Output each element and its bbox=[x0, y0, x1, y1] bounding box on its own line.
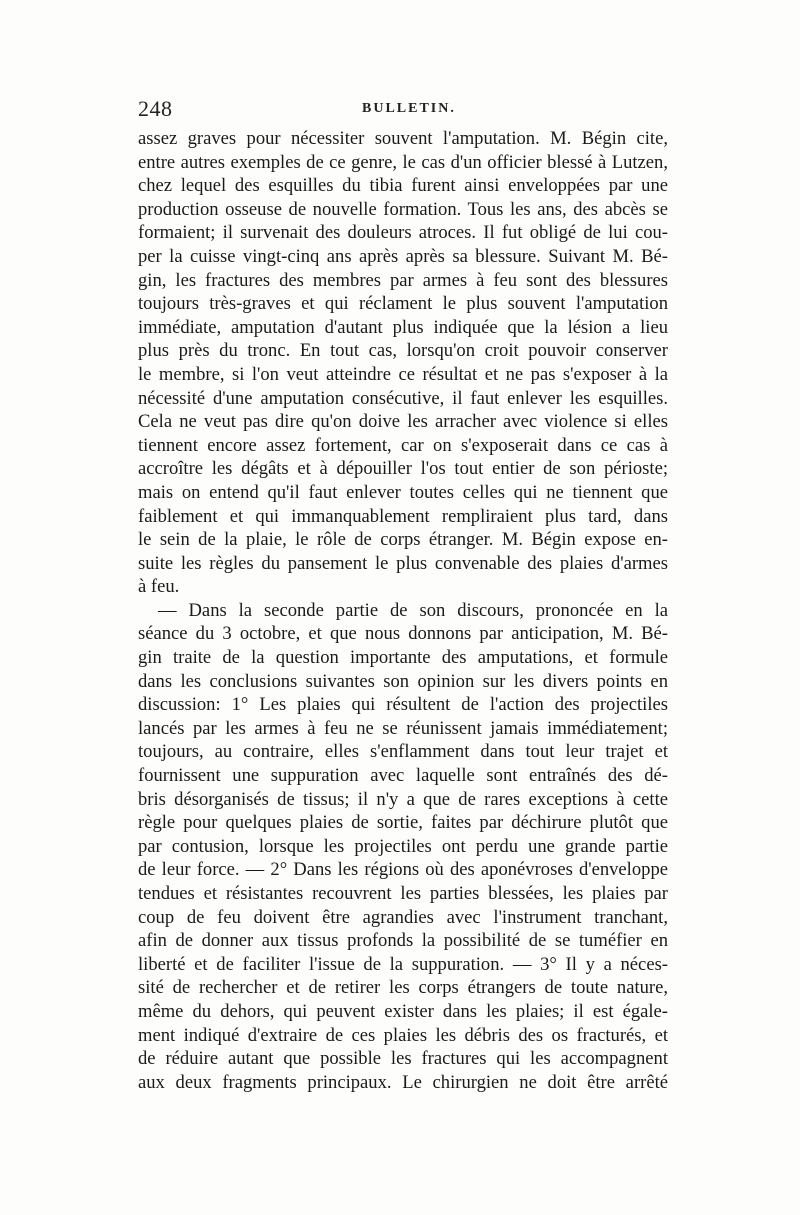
page-header bbox=[138, 96, 668, 122]
running-head: BULLETIN. bbox=[362, 101, 456, 116]
paragraph-start-line: — Dans la seconde partie de son discours, prononcée en la bbox=[158, 599, 668, 621]
text-line: fournissent une suppuration avec laquelle sont entraînés des dé- bbox=[138, 765, 668, 787]
text-line: production osseuse de nouvelle formation. Tous les ans, des abcès se bbox=[138, 198, 668, 220]
text-line: séance du 3 octobre, et que nous donnons par anticipation, M. Bé- bbox=[138, 623, 668, 645]
text-line: le sein de la plaie, le rôle de corps étranger. M. Bégin expose en- bbox=[138, 529, 668, 551]
text-line: discussion: 1° Les plaies qui résultent de l'action des projectiles bbox=[138, 694, 668, 716]
body-text bbox=[138, 127, 668, 1094]
text-line: toujours très-graves et qui réclament le plus souvent l'amputation bbox=[138, 293, 668, 315]
text-line: sité de rechercher et de retirer les corps étrangers de toute nature, bbox=[138, 977, 668, 999]
text-line: gin traite de la question importante des amputations, et formule bbox=[138, 647, 668, 669]
text-line: assez graves pour nécessiter souvent l'amputation. M. Bégin cite, bbox=[138, 128, 668, 149]
text-line: suite les règles du pansement le plus convenable des plaies d'armes bbox=[138, 552, 668, 574]
text-line: aux deux fragments principaux. Le chirurgien ne doit être arrêté bbox=[138, 1071, 668, 1093]
text-line: chez lequel des esquilles du tibia furent ainsi enveloppées par une bbox=[138, 175, 668, 197]
text-line: lancés par les armes à feu ne se réunissent jamais immédiatement; bbox=[138, 717, 668, 739]
page-number: 248 bbox=[138, 96, 173, 121]
text-line: par contusion, lorsque les projectiles ont perdu une grande partie bbox=[138, 835, 668, 857]
text-line: dans les conclusions suivantes son opinion sur les divers points en bbox=[138, 670, 668, 692]
text-line: coup de feu doivent être agrandies avec l'instrument tranchant, bbox=[138, 906, 668, 928]
text-line: liberté et de faciliter l'issue de la suppuration. — 3° Il y a néces- bbox=[138, 953, 668, 975]
text-line: même du dehors, qui peuvent exister dans les plaies; il est égale- bbox=[138, 1000, 668, 1022]
text-line: le membre, si l'on veut atteindre ce résultat et ne pas s'exposer à la bbox=[138, 363, 668, 385]
text-line: immédiate, amputation d'autant plus indiquée que la lésion a lieu bbox=[138, 316, 668, 338]
paragraph-end-line: à feu. bbox=[138, 576, 180, 598]
text-line: plus près du tronc. En tout cas, lorsqu'on croit pouvoir conserver bbox=[138, 340, 668, 362]
text-line: nécessité d'une amputation consécutive, il faut enlever les esquilles. bbox=[138, 387, 668, 409]
text-line: tiennent encore assez fortement, car on s'exposerait dans ce cas à bbox=[138, 434, 668, 456]
text-line: ment indiqué d'extraire de ces plaies les débris des os fracturés, et bbox=[138, 1024, 668, 1046]
text-line: Cela ne veut pas dire qu'on doive les arracher avec violence si elles bbox=[138, 411, 668, 433]
text-line: de leur force. — 2° Dans les régions où des aponévroses d'enveloppe bbox=[138, 859, 668, 881]
text-line: toujours, au contraire, elles s'enflamment dans tout leur trajet et bbox=[138, 741, 668, 763]
text-line: bris désorganisés de tissus; il n'y a que de rares exceptions à cette bbox=[138, 788, 668, 810]
text-line: de réduire autant que possible les fractures qui les accompagnent bbox=[138, 1048, 668, 1070]
text-line: per la cuisse vingt-cinq ans après après sa blessure. Suivant M. Bé- bbox=[138, 245, 668, 267]
text-line: mais on entend qu'il faut enlever toutes celles qui ne tiennent que bbox=[138, 481, 668, 503]
text-line: afin de donner aux tissus profonds la possibilité de se tuméfier en bbox=[138, 930, 668, 952]
text-line: règle pour quelques plaies de sortie, faites par déchirure plutôt que bbox=[138, 812, 668, 834]
text-line: entre autres exemples de ce genre, le cas d'un officier blessé à Lutzen, bbox=[138, 151, 668, 173]
text-line: gin, les fractures des membres par armes à feu sont des blessures bbox=[138, 269, 668, 291]
text-line: faiblement et qui immanquablement rempliraient plus tard, dans bbox=[138, 505, 668, 527]
text-line: accroître les dégâts et à dépouiller l'os tout entier de son périoste; bbox=[138, 458, 668, 480]
text-line: formaient; il survenait des douleurs atroces. Il fut obligé de lui cou- bbox=[138, 222, 668, 244]
text-line: tendues et résistantes recouvrent les parties blessées, les plaies par bbox=[138, 883, 668, 904]
